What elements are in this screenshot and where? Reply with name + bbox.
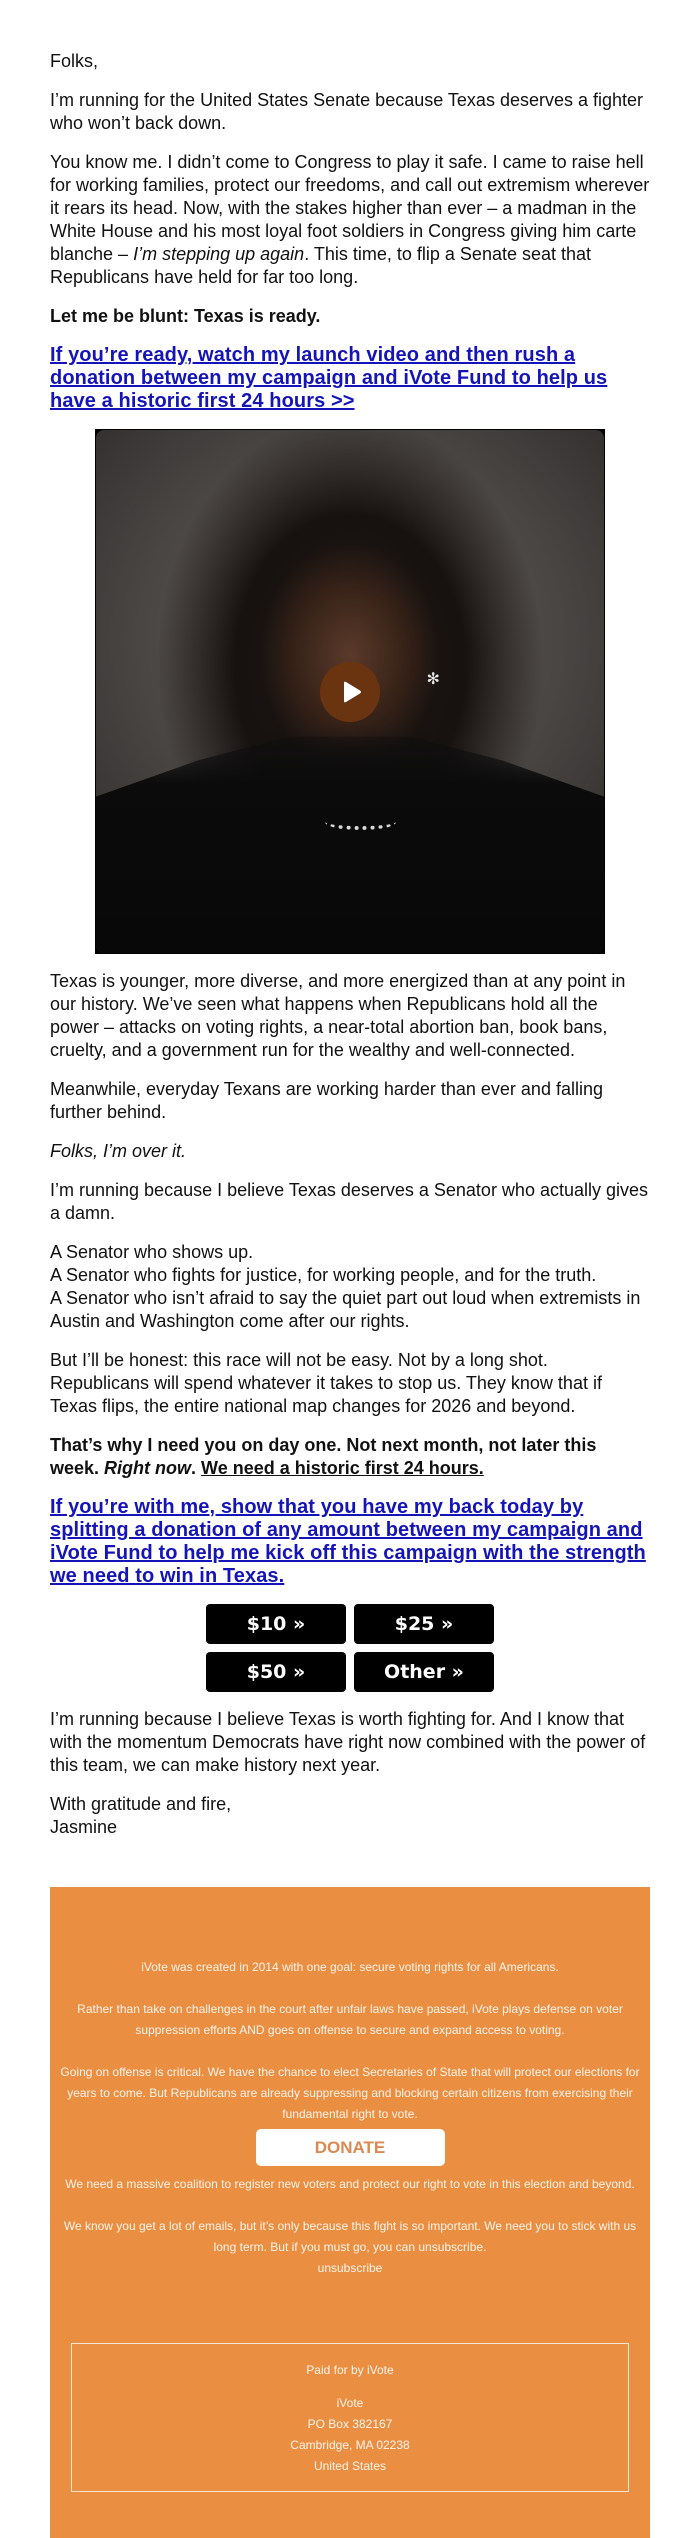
signoff — [50, 1793, 650, 1839]
paragraph-day-one — [50, 1434, 650, 1480]
footer-coalition: We need a massive coalition to register new voters and protect our right to vote in this election and beyond. — [65, 2177, 635, 2191]
portrait-necklace-shape — [325, 814, 396, 830]
address-city: Cambridge, MA 02238 — [290, 2438, 410, 2452]
play-button[interactable] — [320, 662, 380, 722]
donate-other-button[interactable]: Other » — [354, 1652, 494, 1692]
paid-for-box — [71, 2343, 629, 2492]
emphasis-stepping-up: I’m stepping up again — [133, 244, 305, 264]
paid-for-by: Paid for by iVote — [306, 2363, 394, 2377]
donate-amount-grid — [206, 1604, 494, 1692]
footer-going-on-offense: Going on offense is critical. We have the chance to elect Secretaries of State that will protect our elections for years to come. But Republicans are already suppressing and blocking certain citizens from exercising their fundamental right to vote. — [60, 2065, 640, 2121]
paragraph-text: That’s why I need you on day one. Not next month, not later this week. — [50, 1435, 597, 1478]
senator-line: A Senator who fights for justice, for working people, and for the truth. — [50, 1265, 597, 1285]
greeting: Folks, — [50, 51, 99, 71]
senator-line: A Senator who shows up. — [50, 1242, 254, 1262]
unsubscribe-link[interactable]: unsubscribe — [317, 2261, 383, 2275]
emphasis-right-now: Right now — [104, 1458, 192, 1478]
address-org: iVote — [336, 2396, 364, 2410]
donate-10-button[interactable]: $10 » — [206, 1604, 346, 1644]
paragraph-over-it: Folks, I’m over it. — [50, 1141, 187, 1161]
signature: Jasmine — [50, 1817, 118, 1837]
paragraph-text: . — [191, 1458, 202, 1478]
paragraph-text: . This time, to flip a Senate seat that Republicans have held for far too long. — [50, 244, 592, 287]
portrait-coat-shape — [96, 712, 604, 953]
cta-launch-video-link[interactable]: If you’re ready, watch my launch video and then rush a donation between my campaign and iVote Fund to help us have a historic first 24 hours >> — [50, 344, 608, 412]
paragraph-you-know-me — [50, 151, 650, 289]
video-frame — [96, 430, 604, 953]
address-po-box: PO Box 382167 — [307, 2417, 393, 2431]
paragraph-texas-younger: Texas is younger, more diverse, and more energized than at any point in our history. We’ve seen what happens when Republicans hold all the power – attacks on voting rights, a near-total abortion ban, book bans, cruelty, and a government run for the wealthy and well-connected. — [50, 971, 626, 1060]
paragraph-honest: But I’ll be honest: this race will not be easy. Not by a long shot. Republicans will spend whatever it takes to stop us. They know that if Texas flips, the entire national map changes for 2026 and beyond. — [50, 1350, 602, 1416]
emphasis-historic-24-hours: We need a historic first 24 hours. — [201, 1458, 484, 1478]
senator-line: A Senator who isn’t afraid to say the quiet part out loud when extremists in Austin and Washington come after our rights. — [50, 1288, 641, 1331]
portrait-earring-shape: ✻ — [426, 671, 440, 689]
footer-defense-offense: Rather than take on challenges in the court after unfair laws have passed, iVote plays defense on voter suppression efforts AND goes on offense to secure and expand access to voting. — [77, 2002, 623, 2037]
address-country: United States — [313, 2459, 387, 2473]
launch-video-thumbnail[interactable] — [95, 429, 605, 954]
texas-is-ready: Let me be blunt: Texas is ready. — [50, 306, 321, 326]
paragraph-text: You know me. I didn’t come to Congress to play it safe. I came to raise hell for working families, protect our freedoms, and call out extremism wherever it rears its head. Now, with the stakes higher than ever – a madman in the White House and his most loyal foot soldiers in Congress giving him carte blanche – — [50, 152, 650, 264]
paragraph-gives-a-damn: I’m running because I believe Texas deserves a Senator who actually gives a damn. — [50, 1180, 649, 1223]
ivote-footer — [50, 1887, 650, 2538]
donate-50-button[interactable]: $50 » — [206, 1652, 346, 1692]
footer-donate-button[interactable]: DONATE — [256, 2129, 445, 2166]
cta-split-donation-link[interactable]: If you’re with me, show that you have my back today by splitting a donation of any amount between my campaign and iVote Fund to help me kick off this campaign with the strength we need to win in Texas. — [50, 1496, 646, 1587]
footer-emails-note: We know you get a lot of emails, but it’s only because this fight is so important. We need you to stick with us long term. But if you must go, you can unsubscribe. — [63, 2219, 637, 2254]
play-icon — [342, 681, 362, 703]
senator-list — [50, 1241, 650, 1333]
donate-25-button[interactable]: $25 » — [354, 1604, 494, 1644]
footer-mission: iVote was created in 2014 with one goal: secure voting rights for all Americans. — [141, 1960, 559, 1974]
closing: With gratitude and fire, — [50, 1794, 232, 1814]
paragraph-worth-fighting-for: I’m running because I believe Texas is worth fighting for. And I know that with the momentum Democrats have right now combined with the power of this team, we can make history next year. — [50, 1709, 646, 1775]
paragraph-meanwhile: Meanwhile, everyday Texans are working harder than ever and falling further behind. — [50, 1079, 603, 1122]
paragraph-intro: I’m running for the United States Senate because Texas deserves a fighter who won’t back down. — [50, 90, 644, 133]
